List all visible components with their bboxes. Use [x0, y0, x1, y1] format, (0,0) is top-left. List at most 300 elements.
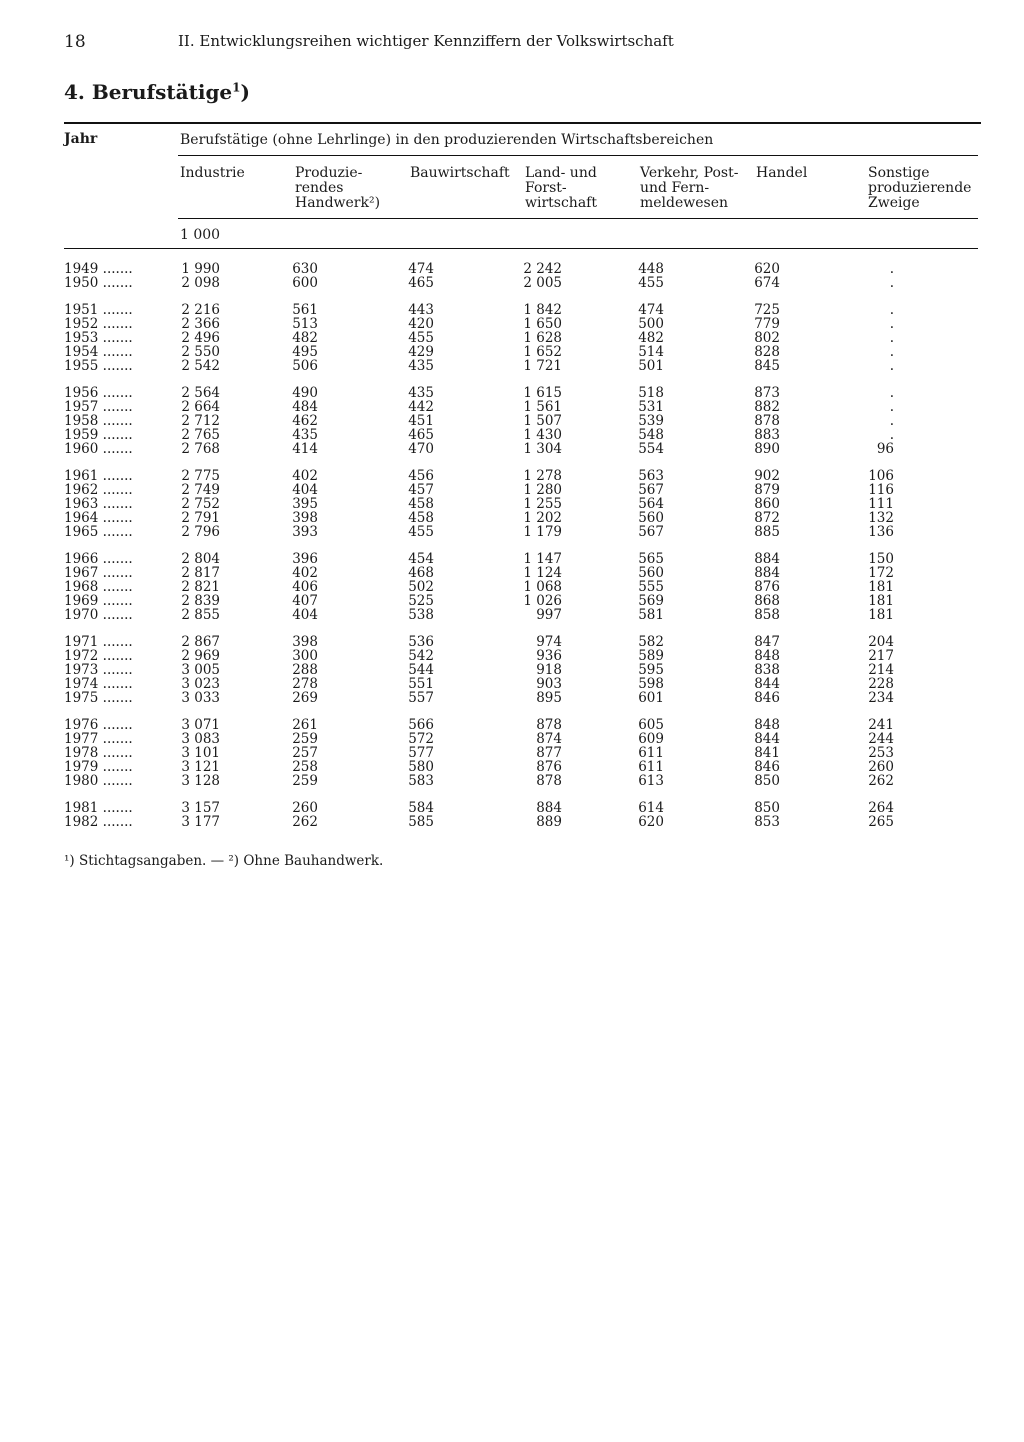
cell-verkehr: 555 [638, 579, 664, 595]
cell-year: 1962 ....... [64, 482, 133, 498]
cell-handwerk: 414 [292, 441, 318, 457]
cell-year: 1956 ....... [64, 385, 133, 401]
cell-verkehr: 569 [638, 593, 664, 609]
unit-label: 1 000 [180, 227, 221, 243]
cell-handel: 725 [754, 302, 780, 318]
cell-handel: 850 [754, 800, 780, 816]
cell-bauwirtschaft: 429 [408, 344, 434, 360]
cell-handel: 848 [754, 717, 780, 733]
cell-sonstige: 260 [868, 759, 894, 775]
cell-bauwirtschaft: 585 [408, 814, 434, 830]
page-number: 18 [64, 32, 86, 52]
cell-landforst: 1 304 [523, 441, 562, 457]
cell-handel: 876 [754, 579, 780, 595]
table-row [0, 760, 1024, 774]
cell-verkehr: 581 [638, 607, 664, 623]
cell-year: 1969 ....... [64, 593, 133, 609]
cell-landforst: 895 [536, 690, 562, 706]
cell-handel: 850 [754, 773, 780, 789]
table-row [0, 428, 1024, 442]
cell-landforst: 974 [536, 634, 562, 650]
cell-landforst: 1 650 [523, 316, 562, 332]
cell-year: 1981 ....... [64, 800, 133, 816]
cell-industrie: 2 791 [181, 510, 220, 526]
cell-handwerk: 630 [292, 261, 318, 277]
cell-bauwirtschaft: 455 [408, 524, 434, 540]
cell-year: 1955 ....... [64, 358, 133, 374]
cell-landforst: 1 280 [523, 482, 562, 498]
cell-bauwirtschaft: 557 [408, 690, 434, 706]
cell-handel: 868 [754, 593, 780, 609]
cell-industrie: 3 157 [181, 800, 220, 816]
cell-handwerk: 300 [292, 648, 318, 664]
cell-bauwirtschaft: 454 [408, 551, 434, 567]
cell-handel: 885 [754, 524, 780, 540]
cell-verkehr: 620 [638, 814, 664, 830]
cell-bauwirtschaft: 544 [408, 662, 434, 678]
cell-sonstige: . [889, 344, 894, 360]
cell-bauwirtschaft: 458 [408, 510, 434, 526]
cell-verkehr: 474 [638, 302, 664, 318]
cell-handel: 844 [754, 676, 780, 692]
cell-industrie: 2 796 [181, 524, 220, 540]
cell-verkehr: 518 [638, 385, 664, 401]
cell-verkehr: 548 [638, 427, 664, 443]
cell-sonstige: 116 [868, 482, 894, 498]
cell-industrie: 3 071 [181, 717, 220, 733]
cell-landforst: 874 [536, 731, 562, 747]
cell-handwerk: 561 [292, 302, 318, 318]
cell-industrie: 2 564 [181, 385, 220, 401]
cell-industrie: 2 804 [181, 551, 220, 567]
row-group [0, 262, 1024, 290]
cell-handel: 846 [754, 759, 780, 775]
row-group [0, 469, 1024, 539]
title-footnote-mark: 1 [232, 80, 241, 95]
cell-bauwirtschaft: 580 [408, 759, 434, 775]
cell-handwerk: 261 [292, 717, 318, 733]
cell-verkehr: 611 [638, 745, 664, 761]
table-row [0, 774, 1024, 788]
cell-landforst: 878 [536, 717, 562, 733]
cell-sonstige: . [889, 302, 894, 318]
cell-handwerk: 396 [292, 551, 318, 567]
table-row [0, 608, 1024, 622]
cell-handwerk: 600 [292, 275, 318, 291]
cell-landforst: 1 615 [523, 385, 562, 401]
cell-year: 1949 ....... [64, 261, 133, 277]
cell-year: 1968 ....... [64, 579, 133, 595]
cell-bauwirtschaft: 502 [408, 579, 434, 595]
col-head-industrie: Industrie [180, 165, 245, 181]
row-group [0, 303, 1024, 373]
cell-industrie: 2 366 [181, 316, 220, 332]
table-row [0, 649, 1024, 663]
cell-sonstige: . [889, 261, 894, 277]
cell-year: 1959 ....... [64, 427, 133, 443]
cell-verkehr: 565 [638, 551, 664, 567]
cell-sonstige: . [889, 413, 894, 429]
year-header: Jahr [64, 131, 98, 147]
cell-industrie: 3 083 [181, 731, 220, 747]
cell-verkehr: 595 [638, 662, 664, 678]
cell-verkehr: 567 [638, 524, 664, 540]
table-row [0, 801, 1024, 815]
cell-verkehr: 500 [638, 316, 664, 332]
cell-bauwirtschaft: 465 [408, 427, 434, 443]
cell-verkehr: 514 [638, 344, 664, 360]
table-row [0, 511, 1024, 525]
table-row [0, 331, 1024, 345]
cell-verkehr: 531 [638, 399, 664, 415]
cell-sonstige: 265 [868, 814, 894, 830]
cell-handel: 882 [754, 399, 780, 415]
cell-sonstige: 262 [868, 773, 894, 789]
cell-landforst: 1 124 [523, 565, 562, 581]
cell-sonstige: . [889, 385, 894, 401]
cell-sonstige: 132 [868, 510, 894, 526]
table-body [0, 262, 1024, 842]
cell-industrie: 3 101 [181, 745, 220, 761]
cell-landforst: 997 [536, 607, 562, 623]
cell-sonstige: . [889, 316, 894, 332]
cell-bauwirtschaft: 435 [408, 385, 434, 401]
cell-sonstige: 214 [868, 662, 894, 678]
table-row [0, 317, 1024, 331]
cell-verkehr: 501 [638, 358, 664, 374]
cell-landforst: 1 202 [523, 510, 562, 526]
cell-landforst: 918 [536, 662, 562, 678]
cell-year: 1952 ....... [64, 316, 133, 332]
cell-landforst: 1 430 [523, 427, 562, 443]
cell-handwerk: 406 [292, 579, 318, 595]
table-row [0, 359, 1024, 373]
col-head-sonstige: Sonstige produzierende Zweige [868, 165, 972, 211]
cell-sonstige: . [889, 399, 894, 415]
cell-industrie: 2 969 [181, 648, 220, 664]
cell-sonstige: 106 [868, 468, 894, 484]
cell-verkehr: 539 [638, 413, 664, 429]
cell-landforst: 2 242 [523, 261, 562, 277]
cell-sonstige: 244 [868, 731, 894, 747]
cell-landforst: 936 [536, 648, 562, 664]
cell-year: 1977 ....... [64, 731, 133, 747]
table-row [0, 552, 1024, 566]
table-row [0, 663, 1024, 677]
table-row [0, 400, 1024, 414]
cell-landforst: 1 507 [523, 413, 562, 429]
cell-year: 1971 ....... [64, 634, 133, 650]
cell-handwerk: 490 [292, 385, 318, 401]
cell-handel: 879 [754, 482, 780, 498]
cell-handwerk: 398 [292, 634, 318, 650]
cell-handel: 845 [754, 358, 780, 374]
cell-handwerk: 260 [292, 800, 318, 816]
cell-handel: 853 [754, 814, 780, 830]
cell-bauwirtschaft: 465 [408, 275, 434, 291]
cell-industrie: 2 542 [181, 358, 220, 374]
cell-handel: 838 [754, 662, 780, 678]
cell-sonstige: 96 [876, 441, 894, 457]
cell-industrie: 3 177 [181, 814, 220, 830]
cell-handwerk: 482 [292, 330, 318, 346]
cell-year: 1973 ....... [64, 662, 133, 678]
table-row [0, 566, 1024, 580]
cell-handel: 802 [754, 330, 780, 346]
table-row [0, 276, 1024, 290]
cell-handwerk: 407 [292, 593, 318, 609]
cell-handel: 884 [754, 551, 780, 567]
cell-landforst: 1 842 [523, 302, 562, 318]
cell-industrie: 2 098 [181, 275, 220, 291]
cell-landforst: 889 [536, 814, 562, 830]
cell-landforst: 1 721 [523, 358, 562, 374]
cell-bauwirtschaft: 525 [408, 593, 434, 609]
cell-handwerk: 398 [292, 510, 318, 526]
cell-handwerk: 404 [292, 482, 318, 498]
cell-year: 1976 ....... [64, 717, 133, 733]
unit-rule [64, 248, 978, 249]
cell-industrie: 2 496 [181, 330, 220, 346]
cell-bauwirtschaft: 435 [408, 358, 434, 374]
table-row [0, 691, 1024, 705]
col-head-handel: Handel [756, 165, 808, 181]
cell-year: 1963 ....... [64, 496, 133, 512]
col-head-bauwirtschaft: Bauwirtschaft [410, 165, 510, 181]
cell-bauwirtschaft: 442 [408, 399, 434, 415]
cell-verkehr: 601 [638, 690, 664, 706]
table-row [0, 497, 1024, 511]
row-group [0, 801, 1024, 829]
cell-handwerk: 506 [292, 358, 318, 374]
cell-handwerk: 258 [292, 759, 318, 775]
cell-verkehr: 560 [638, 565, 664, 581]
cell-landforst: 1 561 [523, 399, 562, 415]
cell-verkehr: 564 [638, 496, 664, 512]
cell-industrie: 2 752 [181, 496, 220, 512]
cell-sonstige: 241 [868, 717, 894, 733]
cell-industrie: 3 005 [181, 662, 220, 678]
cell-sonstige: 253 [868, 745, 894, 761]
cell-handwerk: 404 [292, 607, 318, 623]
cell-bauwirtschaft: 456 [408, 468, 434, 484]
table-row [0, 525, 1024, 539]
cell-bauwirtschaft: 566 [408, 717, 434, 733]
running-head: II. Entwicklungsreihen wichtiger Kennziffern der Volkswirtschaft [178, 32, 674, 50]
cell-industrie: 2 550 [181, 344, 220, 360]
cell-industrie: 2 765 [181, 427, 220, 443]
cell-handel: 890 [754, 441, 780, 457]
cell-handwerk: 393 [292, 524, 318, 540]
cell-bauwirtschaft: 470 [408, 441, 434, 457]
col-head-handwerk: Produzie- rendes Handwerk²) [295, 165, 381, 211]
cell-landforst: 877 [536, 745, 562, 761]
table-row [0, 677, 1024, 691]
cell-year: 1950 ....... [64, 275, 133, 291]
cell-year: 1980 ....... [64, 773, 133, 789]
table-row [0, 483, 1024, 497]
table-row [0, 303, 1024, 317]
cell-sonstige: 150 [868, 551, 894, 567]
cell-verkehr: 598 [638, 676, 664, 692]
cell-year: 1957 ....... [64, 399, 133, 415]
cell-sonstige: 172 [868, 565, 894, 581]
cell-verkehr: 582 [638, 634, 664, 650]
cell-verkehr: 605 [638, 717, 664, 733]
cell-handel: 847 [754, 634, 780, 650]
table-title-text: 4. Berufstätige [64, 80, 233, 104]
cell-landforst: 1 179 [523, 524, 562, 540]
cell-handel: 858 [754, 607, 780, 623]
cell-handel: 841 [754, 745, 780, 761]
cell-handwerk: 257 [292, 745, 318, 761]
cell-industrie: 2 216 [181, 302, 220, 318]
cell-handel: 844 [754, 731, 780, 747]
cell-handel: 828 [754, 344, 780, 360]
cell-industrie: 2 817 [181, 565, 220, 581]
cell-handwerk: 402 [292, 468, 318, 484]
title-paren: ) [240, 80, 250, 104]
cell-industrie: 2 749 [181, 482, 220, 498]
cell-bauwirtschaft: 551 [408, 676, 434, 692]
table-row [0, 414, 1024, 428]
col-head-verkehr: Verkehr, Post- und Fern- meldewesen [640, 165, 739, 211]
cell-handwerk: 278 [292, 676, 318, 692]
table-row [0, 746, 1024, 760]
cell-bauwirtschaft: 451 [408, 413, 434, 429]
cell-sonstige: . [889, 358, 894, 374]
cell-bauwirtschaft: 542 [408, 648, 434, 664]
cell-bauwirtschaft: 538 [408, 607, 434, 623]
cell-verkehr: 448 [638, 261, 664, 277]
group-header: Berufstätige (ohne Lehrlinge) in den produzierenden Wirtschaftsbereichen [180, 132, 714, 148]
cell-year: 1982 ....... [64, 814, 133, 830]
cell-year: 1965 ....... [64, 524, 133, 540]
cell-verkehr: 455 [638, 275, 664, 291]
cell-industrie: 2 839 [181, 593, 220, 609]
cell-industrie: 3 121 [181, 759, 220, 775]
table-row [0, 732, 1024, 746]
cell-handel: 878 [754, 413, 780, 429]
cell-bauwirtschaft: 443 [408, 302, 434, 318]
cell-industrie: 2 664 [181, 399, 220, 415]
cell-verkehr: 567 [638, 482, 664, 498]
row-group [0, 718, 1024, 788]
cell-year: 1961 ....... [64, 468, 133, 484]
cell-industrie: 2 775 [181, 468, 220, 484]
cell-handel: 872 [754, 510, 780, 526]
cell-year: 1970 ....... [64, 607, 133, 623]
cell-sonstige: 181 [868, 607, 894, 623]
cell-handel: 902 [754, 468, 780, 484]
cell-verkehr: 589 [638, 648, 664, 664]
cell-year: 1966 ....... [64, 551, 133, 567]
cell-industrie: 2 712 [181, 413, 220, 429]
cell-handel: 883 [754, 427, 780, 443]
top-rule [64, 122, 981, 124]
cell-handwerk: 269 [292, 690, 318, 706]
cell-handwerk: 288 [292, 662, 318, 678]
cell-year: 1953 ....... [64, 330, 133, 346]
cell-landforst: 878 [536, 773, 562, 789]
cell-sonstige: 111 [868, 496, 894, 512]
table-row [0, 718, 1024, 732]
cell-verkehr: 554 [638, 441, 664, 457]
cell-sonstige: . [889, 330, 894, 346]
cell-bauwirtschaft: 536 [408, 634, 434, 650]
cell-landforst: 1 652 [523, 344, 562, 360]
cell-industrie: 3 023 [181, 676, 220, 692]
cell-bauwirtschaft: 583 [408, 773, 434, 789]
cell-handel: 620 [754, 261, 780, 277]
cell-verkehr: 614 [638, 800, 664, 816]
cell-handel: 846 [754, 690, 780, 706]
header-rule [178, 218, 978, 219]
cell-sonstige: 217 [868, 648, 894, 664]
cell-handwerk: 262 [292, 814, 318, 830]
cell-verkehr: 613 [638, 773, 664, 789]
cell-handwerk: 513 [292, 316, 318, 332]
cell-landforst: 1 147 [523, 551, 562, 567]
cell-handel: 873 [754, 385, 780, 401]
cell-bauwirtschaft: 474 [408, 261, 434, 277]
col-head-landforst: Land- und Forst- wirtschaft [525, 165, 597, 211]
cell-verkehr: 609 [638, 731, 664, 747]
cell-landforst: 884 [536, 800, 562, 816]
cell-sonstige: 204 [868, 634, 894, 650]
table-row [0, 345, 1024, 359]
cell-sonstige: . [889, 427, 894, 443]
cell-year: 1960 ....... [64, 441, 133, 457]
table-row [0, 580, 1024, 594]
table-row [0, 594, 1024, 608]
table-row [0, 815, 1024, 829]
cell-sonstige: 264 [868, 800, 894, 816]
cell-handel: 674 [754, 275, 780, 291]
cell-year: 1954 ....... [64, 344, 133, 360]
cell-year: 1964 ....... [64, 510, 133, 526]
cell-sonstige: 136 [868, 524, 894, 540]
cell-year: 1975 ....... [64, 690, 133, 706]
cell-industrie: 3 033 [181, 690, 220, 706]
cell-landforst: 1 026 [523, 593, 562, 609]
cell-handwerk: 484 [292, 399, 318, 415]
cell-bauwirtschaft: 468 [408, 565, 434, 581]
cell-industrie: 2 867 [181, 634, 220, 650]
cell-handel: 779 [754, 316, 780, 332]
cell-bauwirtschaft: 420 [408, 316, 434, 332]
cell-landforst: 876 [536, 759, 562, 775]
table-row [0, 469, 1024, 483]
cell-year: 1967 ....... [64, 565, 133, 581]
cell-bauwirtschaft: 572 [408, 731, 434, 747]
cell-handwerk: 259 [292, 773, 318, 789]
table-row [0, 635, 1024, 649]
cell-handwerk: 395 [292, 496, 318, 512]
cell-handel: 860 [754, 496, 780, 512]
cell-landforst: 2 005 [523, 275, 562, 291]
cell-sonstige: 228 [868, 676, 894, 692]
cell-landforst: 903 [536, 676, 562, 692]
cell-industrie: 2 821 [181, 579, 220, 595]
cell-year: 1972 ....... [64, 648, 133, 664]
cell-handwerk: 435 [292, 427, 318, 443]
cell-handwerk: 495 [292, 344, 318, 360]
row-group [0, 552, 1024, 622]
cell-sonstige: 181 [868, 593, 894, 609]
cell-industrie: 1 990 [181, 261, 220, 277]
cell-year: 1979 ....... [64, 759, 133, 775]
